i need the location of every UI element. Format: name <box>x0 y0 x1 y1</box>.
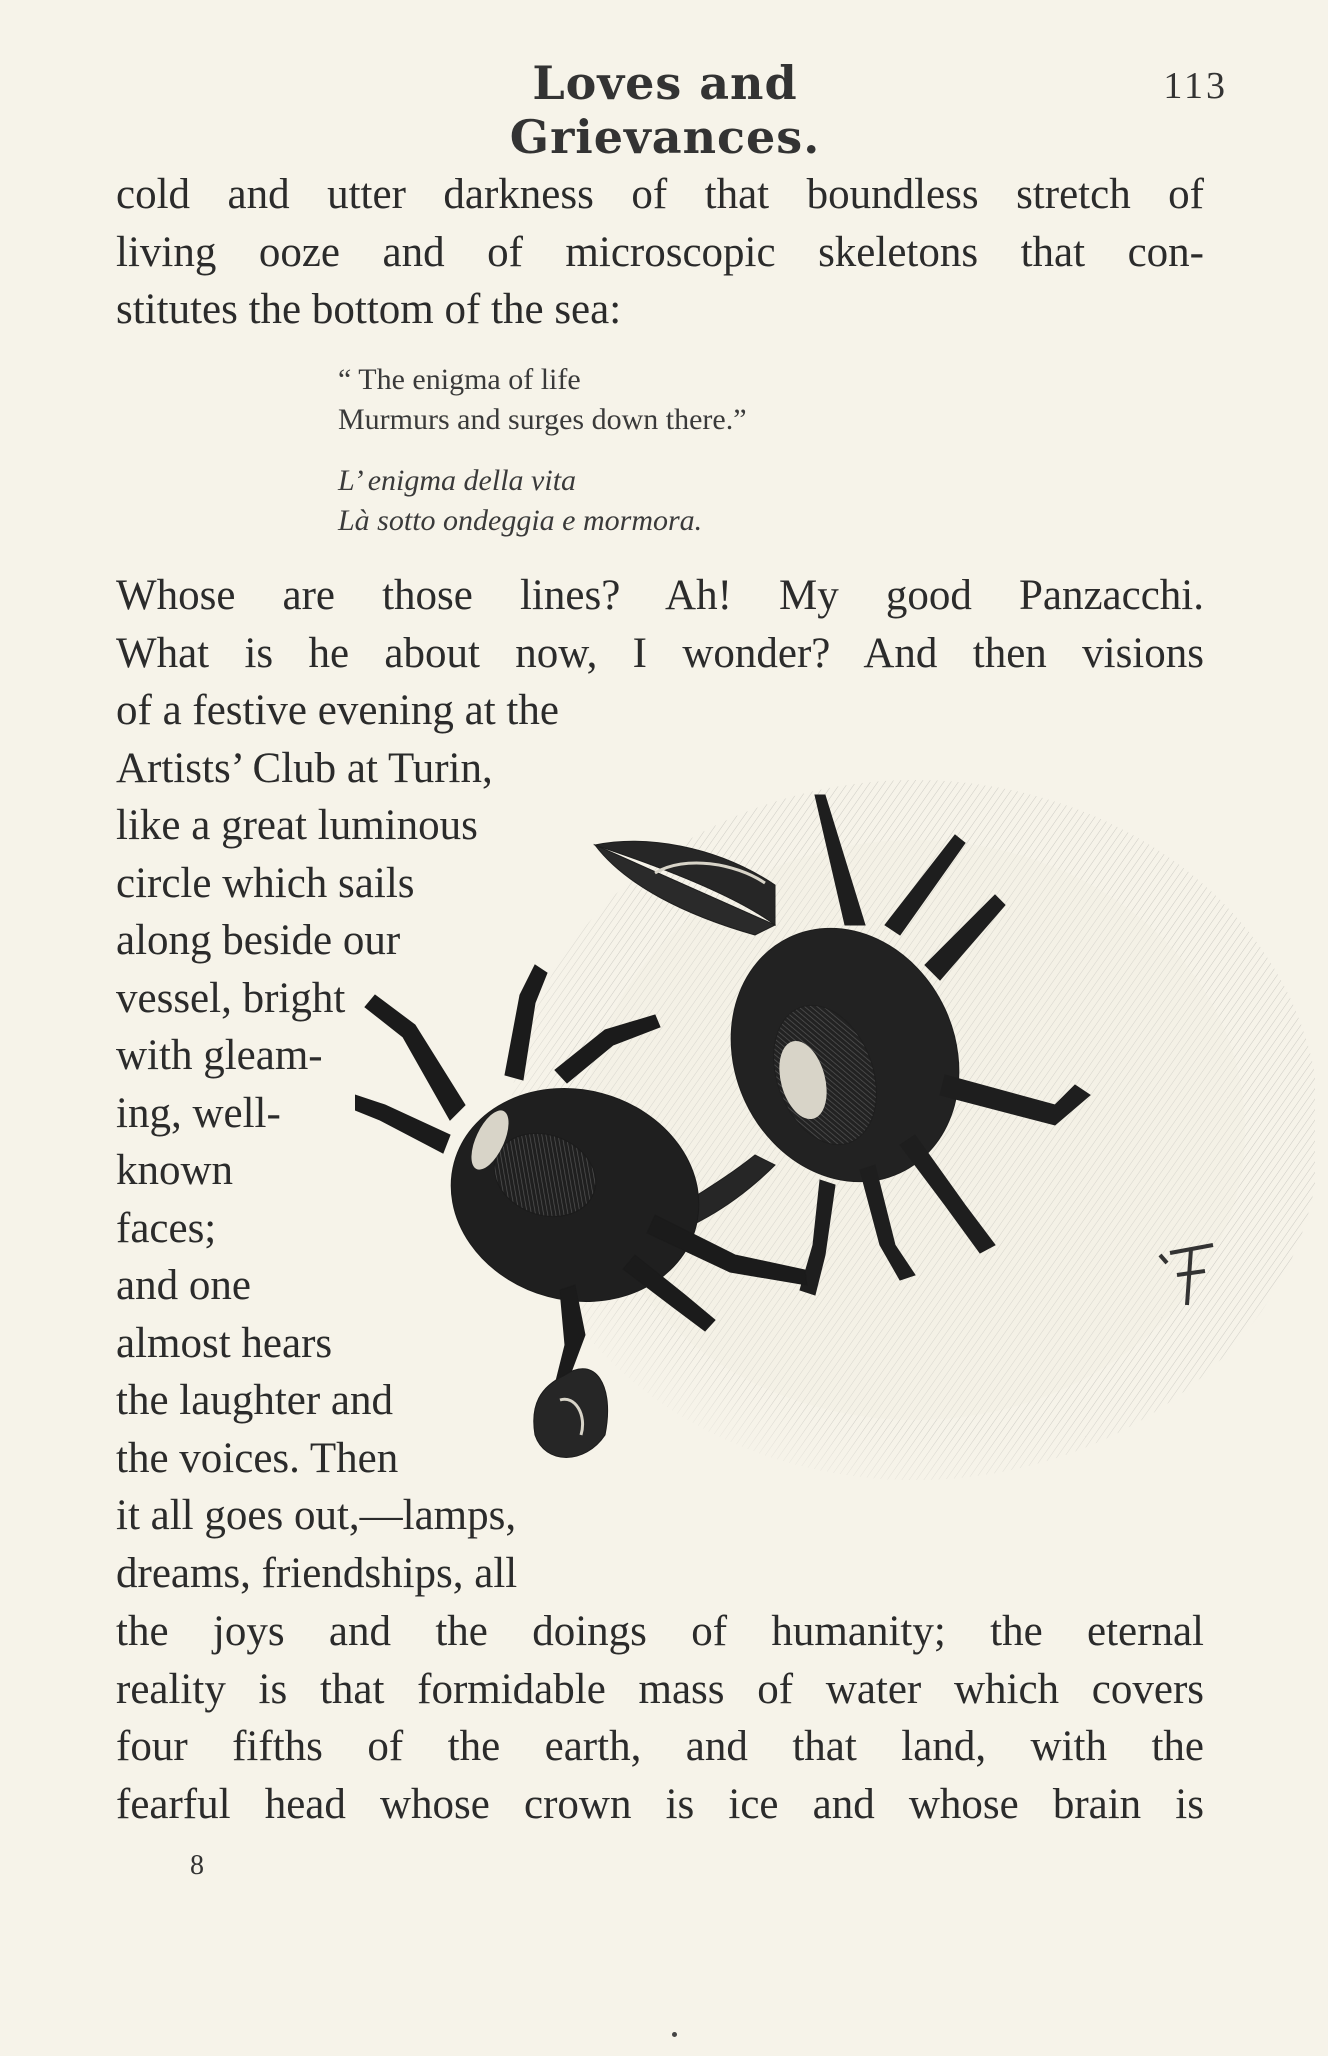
text-line: four fifths of the earth, and that land, with the <box>116 1723 1204 1770</box>
crabs-engraving-icon <box>355 775 1315 1520</box>
text-line: and one <box>116 1262 251 1309</box>
text-line: with gleam- <box>116 1032 323 1079</box>
text-line: stitutes the bottom of the sea: <box>116 286 622 333</box>
text-line: dreams, friendships, all <box>116 1549 518 1597</box>
text-line: ing, well- <box>116 1089 281 1137</box>
text-line: of a festive evening at the <box>116 687 559 734</box>
ink-dot <box>672 2032 677 2037</box>
text-line: like a great luminous <box>116 802 478 849</box>
verse-line: Là sotto ondeggia e mormora. <box>338 504 703 537</box>
paragraph-middle <box>116 567 1204 682</box>
text-line: it all goes out,—lamps, <box>116 1492 517 1539</box>
verse-italian <box>338 461 702 541</box>
verse-line: “ The enigma of life <box>338 363 581 396</box>
text-line: circle which sails <box>116 859 415 907</box>
text-line: Artists’ Club at Turin, <box>116 744 493 792</box>
text-line: vessel, bright <box>116 974 346 1022</box>
text-line: the laughter and <box>116 1377 394 1424</box>
page-header <box>0 56 1328 164</box>
text-line: reality is that formidable mass of water which covers <box>116 1665 1204 1713</box>
text-line: fearful head whose crown is ice and whose brain is <box>116 1780 1204 1828</box>
text-line: known <box>116 1147 234 1194</box>
paragraph-top <box>116 166 1204 339</box>
text-line: along beside our <box>116 917 401 964</box>
page-number: 113 <box>1163 65 1228 107</box>
text-line: almost hears <box>116 1319 333 1367</box>
verse-line: L’ enigma della vita <box>338 464 577 497</box>
signature-mark: 8 <box>190 1850 204 1881</box>
text-line: faces; <box>116 1204 217 1252</box>
text-line: living ooze and of microscopic skeletons that con- <box>116 228 1204 276</box>
text-line: the voices. Then <box>116 1434 399 1482</box>
text-line: Whose are those lines? Ah! My good Panzacchi. <box>116 572 1204 619</box>
paragraph-bottom <box>116 1603 1204 1833</box>
running-head: Loves and Grievances. <box>509 56 821 164</box>
verse-line: Murmurs and surges down there.” <box>338 403 747 436</box>
verse-english <box>338 360 747 440</box>
text-line: the joys and the doings of humanity; the eternal <box>116 1608 1204 1655</box>
text-line: cold and utter darkness of that boundless stretch of <box>116 171 1204 218</box>
text-line: What is he about now, I wonder? And then visions <box>116 629 1204 677</box>
